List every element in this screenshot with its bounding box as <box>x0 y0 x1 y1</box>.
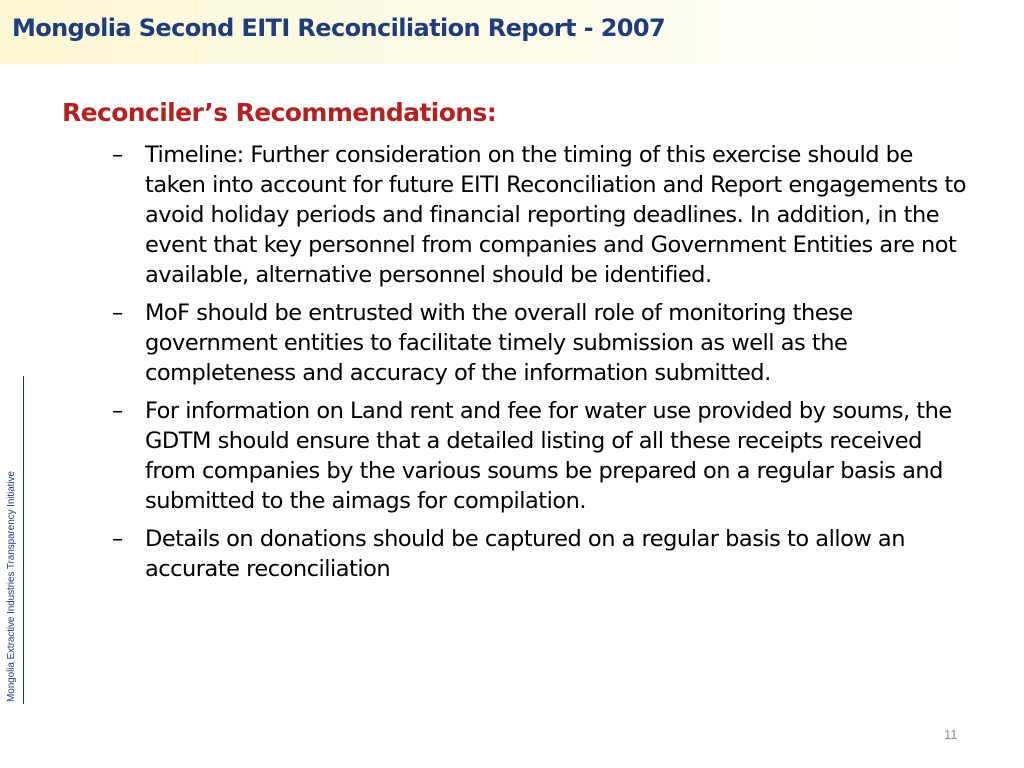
side-divider-line <box>23 376 24 704</box>
slide-title: Mongolia Second EITI Reconciliation Report - 2007 <box>12 14 666 42</box>
bullet-dash: – <box>112 142 123 168</box>
recommendations-list <box>112 140 972 592</box>
bullet-dash: – <box>112 398 123 424</box>
bullet-dash: – <box>112 300 123 326</box>
list-item-text: Timeline: Further consideration on the timing of this exercise should be taken into account for future EITI Reconciliation and Report engagements to avoid holiday periods and financial reporting deadlines. In addition, in the event that key personnel from companies and Government Entities are not available, alternative personnel should be identified. <box>145 142 966 288</box>
list-item-text: MoF should be entrusted with the overall role of monitoring these government entities to facilitate timely submission as well as the completeness and accuracy of the information submitted. <box>145 300 853 386</box>
bullet-dash: – <box>112 526 123 552</box>
header-band <box>0 0 1024 64</box>
vertical-organization-label: Mongolia Extractive Industries Transparency Initiative <box>6 471 17 702</box>
section-heading: Reconciler’s Recommendations: <box>62 98 497 127</box>
list-item <box>112 396 972 516</box>
list-item <box>112 524 972 584</box>
page-number: 11 <box>944 727 958 742</box>
list-item <box>112 298 972 388</box>
list-item-text: Details on donations should be captured on a regular basis to allow an accurate reconciliation <box>145 526 905 582</box>
list-item <box>112 140 972 290</box>
list-item-text: For information on Land rent and fee for water use provided by soums, the GDTM should ensure that a detailed listing of all these receipts received from companies by the various soums be prepared on a regular basis and submitted to the aimags for compilation. <box>145 398 952 514</box>
